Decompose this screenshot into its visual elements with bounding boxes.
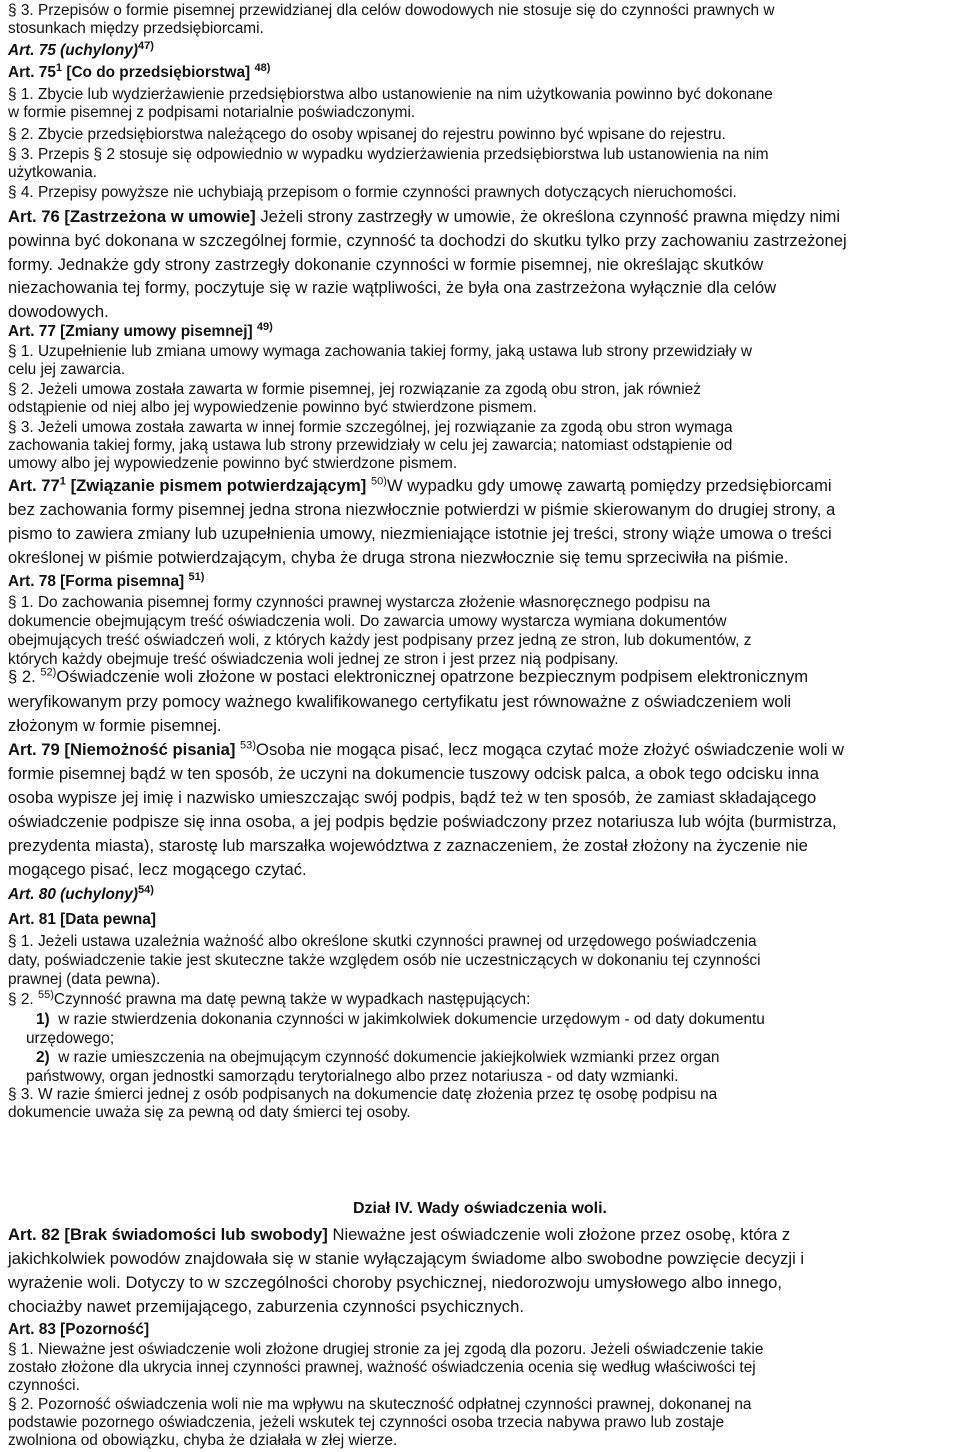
text-line: § 3. W razie śmierci jednej z osób podpisanych na dokumencie datę złożenia przez tę osobę podpisu na [8, 1086, 718, 1103]
text-line: obejmujących treść oświadczeń woli, z których każdy jest podpisany przez jedną ze stron, lub dokumentów, z [8, 632, 752, 649]
article-heading: Art. 76 [Zastrzeżona w umowie] [8, 207, 256, 226]
text-line: czynności. [8, 1377, 80, 1394]
paragraph-number: § 2. [8, 991, 34, 1008]
text-line: odstąpienie od niej albo jej wypowiedzenie powinno być stwierdzone pismem. [8, 399, 537, 416]
article-text: Nieważne jest oświadczenie woli złożone przez osobę, która z [332, 1225, 791, 1244]
article-number: Art. 77 [8, 476, 60, 495]
footnote-ref: 51) [188, 570, 205, 583]
footnote-ref: 48) [254, 61, 271, 74]
text-line: prezydenta miasta), starostę lub marszałka województwa z zaznaczeniem, że został złożony na życzenie nie [8, 836, 808, 855]
text-line: § 1. Nieważne jest oświadczenie woli złożone drugiej stronie za jej zgodą dla pozoru. Jeżeli oświadczenie takie [8, 1341, 764, 1358]
article-heading: Art. 81 [Data pewna] [8, 911, 156, 928]
text-line [8, 474, 832, 498]
superscript: 1 [55, 61, 63, 74]
text-line: państwowy, organ jednostki samorządu terytorialnego albo przez notariusza - od daty wzmianki. [26, 1068, 679, 1085]
text-line: § 4. Przepisy powyższe nie uchybiają przepisom o formie czynności prawnych dotyczących nieruchomości. [8, 184, 737, 201]
list-text: w razie stwierdzenia dokonania czynności w jakimkolwiek dokumencie urzędowym - od daty dokumentu [58, 1011, 765, 1028]
text-line [8, 1223, 790, 1247]
text-line: osoba wypisze jej imię i nazwisko umieszczając swój podpis, bądź też w ten sposób, że zamiast składającego [8, 788, 817, 807]
article-heading [8, 39, 154, 59]
text-line: prawnej (data pewna). [8, 971, 161, 988]
article-heading [8, 320, 273, 340]
article-text: W wypadku gdy umowę zawartą pomiędzy przedsiębiorcami [386, 476, 832, 495]
text-line: których każdy obejmuje treść oświadczenia woli jednej ze stron i jest przez nią podpisany. [8, 651, 619, 668]
article-title: Art. 77 [Zmiany umowy pisemnej] [8, 323, 253, 340]
footnote-ref: 49) [256, 320, 273, 333]
list-number: 2) [36, 1049, 50, 1066]
text-line: celu jej zawarcia. [8, 361, 126, 378]
text-line: § 1. Zbycie lub wydzierżawienie przedsiębiorstwa albo ustanowienie na nim użytkowania powinno być dokonane [8, 86, 773, 103]
text-line: dokumencie uważa się za pewną od daty śmierci tej osoby. [8, 1104, 411, 1121]
text-line: § 3. Jeżeli umowa została zawarta w innej formie szczególnej, jej rozwiązanie za zgodą obu stron wymaga [8, 419, 733, 436]
text-line: daty, poświadczenie takie jest skuteczne także względem osób nie uczestniczących w dokonaniu tej czynności [8, 952, 761, 969]
text-line: użytkowania. [8, 164, 97, 181]
article-title: Art. 75 (uchylony) [8, 42, 138, 59]
text-line: podstawie pozornego oświadczenia, jeżeli wskutek tej czynności osoba trzecia nabywa prawo lub zostaje [8, 1414, 725, 1431]
text-line: określonej w piśmie potwierdzającym, chyba że druga strona niezwłocznie się temu sprzeciwiła na piśmie. [8, 548, 789, 567]
text-line: § 2. Zbycie przedsiębiorstwa należącego do osoby wpisanej do rejestru powinno być wpisane do rejestru. [8, 126, 726, 143]
article-heading: Art. 83 [Pozorność] [8, 1321, 150, 1338]
list-number: 1) [36, 1011, 50, 1028]
paragraph-number: § 2. [8, 667, 36, 686]
footnote-ref: 55) [37, 988, 54, 1001]
text-line: oświadczenie podpisze się inna osoba, a jej podpis będzie poświadczony przez notariusza lub wójta (burmistrza, [8, 812, 837, 831]
text-line: zachowania takiej formy, jaką ustawa lub strony przewidziały w celu jej zawarcia; natomiast odstąpienie od [8, 437, 733, 454]
text-line: złożonym w formie pisemnej. [8, 716, 222, 735]
article-title: [Związanie pismem potwierdzającym] [70, 476, 367, 495]
text-line: umowy albo jej wypowiedzenie powinno być stwierdzone pismem. [8, 455, 458, 472]
text-line: stosunkach między przedsiębiorcami. [8, 20, 264, 37]
text-line [8, 205, 840, 229]
article-number: Art. 75 [8, 64, 56, 81]
section-title: Dział IV. Wady oświadczenia woli. [353, 1200, 607, 1217]
text-line: zwolniona od obowiązku, chyba że działała w złej wierze. [8, 1432, 398, 1449]
text-line: jakichkolwiek powodów znajdowała się w stanie wyłączającym świadome albo swobodne powzięcie decyzji i [8, 1249, 805, 1268]
text-line: niezachowania tej formy, poczytuje się w razie wątpliwości, że była ona zastrzeżona wyłącznie dla celów [8, 278, 777, 297]
text-line [36, 1011, 765, 1028]
text-line: weryfikowanym przy pomocy ważnego kwalifikowanego certyfikatu jest równoważne z oświadczeniem woli [8, 692, 792, 711]
text-line: § 2. Jeżeli umowa została zawarta w formie pisemnej, jej rozwiązanie za zgodą obu stron, jak również [8, 381, 701, 398]
article-text: Osoba nie mogąca pisać, lecz mogąca czytać może złożyć oświadczenie woli w [256, 740, 845, 759]
article-heading [8, 883, 154, 903]
article-title: [Co do przedsiębiorstwa] [66, 64, 251, 81]
text-line [8, 738, 844, 762]
text-line: dowodowych. [8, 302, 109, 321]
text-line [8, 988, 531, 1008]
text-line [8, 665, 808, 689]
text-line: § 3. Przepisów o formie pisemnej przewidzianej dla celów dowodowych nie stosuje się do czynności prawnych w [8, 2, 775, 19]
article-text: Oświadczenie woli złożone w postaci elektronicznej opatrzone bezpiecznym podpisem elektronicznym [56, 667, 809, 686]
text-line [36, 1049, 719, 1066]
text-line: formie pisemnej bądź w ten sposób, że uczyni na dokumencie tuszowy odcisk palca, a obok tego odcisku inna [8, 764, 820, 783]
article-title: Art. 79 [Niemożność pisania] [8, 740, 236, 759]
text-line: § 3. Przepis § 2 stosuje się odpowiednio w wypadku wydzierżawienia przedsiębiorstwa lub ustanowienia na nim [8, 146, 769, 163]
text-line: pismo to zawiera zmiany lub uzupełnienia umowy, niezmieniające istotnie jej treści, strony wiąże umowa o treści [8, 524, 832, 543]
article-title: Art. 78 [Forma pisemna] [8, 573, 185, 590]
superscript: 1 [59, 475, 66, 488]
text-line: wyrażenie woli. Dotyczy to w szczególności choroby psychicznej, niedorozwoju umysłowego albo innego, [8, 1273, 782, 1292]
text-line: dokumencie obejmującym treść oświadczenia woli. Do zawarcia umowy wystarcza wymiana dokumentów [8, 613, 727, 630]
text-line: chociażby nawet przemijającego, zaburzenia czynności psychicznych. [8, 1297, 524, 1316]
text-line: powinna być dokonana w szczególnej formie, czynność ta dochodzi do skutku tylko przy zachowaniu zastrzeżonej [8, 231, 847, 250]
footnote-ref: 47) [138, 39, 154, 52]
text-line: § 1. Jeżeli ustawa uzależnia ważność albo określone skutki czynności prawnej od urzędowego poświadczenia [8, 933, 757, 950]
list-text: w razie umieszczenia na obejmującym czynność dokumencie jakiejkolwiek wzmianki przez organ [58, 1049, 720, 1066]
text-line: mogącego pisać, lecz mogącego czytać. [8, 860, 307, 879]
article-title: Art. 80 (uchylony) [8, 886, 138, 903]
text-line: bez zachowania formy pisemnej jedna strona niezwłocznie potwierdzi w piśmie skierowanym do drugiej strony, a [8, 500, 836, 519]
text-line: w formie pisemnej z podpisami notarialnie poświadczonymi. [8, 104, 416, 121]
text-line: § 1. Uzupełnienie lub zmiana umowy wymaga zachowania takiej formy, jaką ustawa lub strony przewidziały w [8, 343, 752, 360]
article-heading [8, 61, 271, 81]
article-heading: Art. 82 [Brak świadomości lub swobody] [8, 1225, 328, 1244]
article-text: Czynność prawna ma datę pewną także w wypadkach następujących: [53, 991, 531, 1008]
footnote-ref: 52) [40, 666, 57, 679]
article-text: Jeżeli strony zastrzegły w umowie, że określona czynność prawna między nimi [260, 207, 841, 226]
footnote-ref: 50) [370, 475, 387, 488]
article-heading [8, 570, 205, 590]
footnote-ref: 53) [240, 739, 257, 752]
footnote-ref: 54) [138, 883, 154, 896]
text-line: § 2. Pozorność oświadczenia woli nie ma wpływu na skuteczność odpłatnej czynności prawnej, dokonanej na [8, 1396, 752, 1413]
text-line: zostało złożone dla ukrycia innej czynności prawnej, ważność oświadczenia ocenia się według właściwości tej [8, 1359, 756, 1376]
text-line: formy. Jednakże gdy strony zastrzegły dokonanie czynności w formie pisemnej, nie określając skutków [8, 255, 764, 274]
text-line: urzędowego; [26, 1030, 115, 1047]
text-line: § 1. Do zachowania pisemnej formy czynności prawnej wystarcza złożenie własnoręcznego podpisu na [8, 594, 711, 611]
